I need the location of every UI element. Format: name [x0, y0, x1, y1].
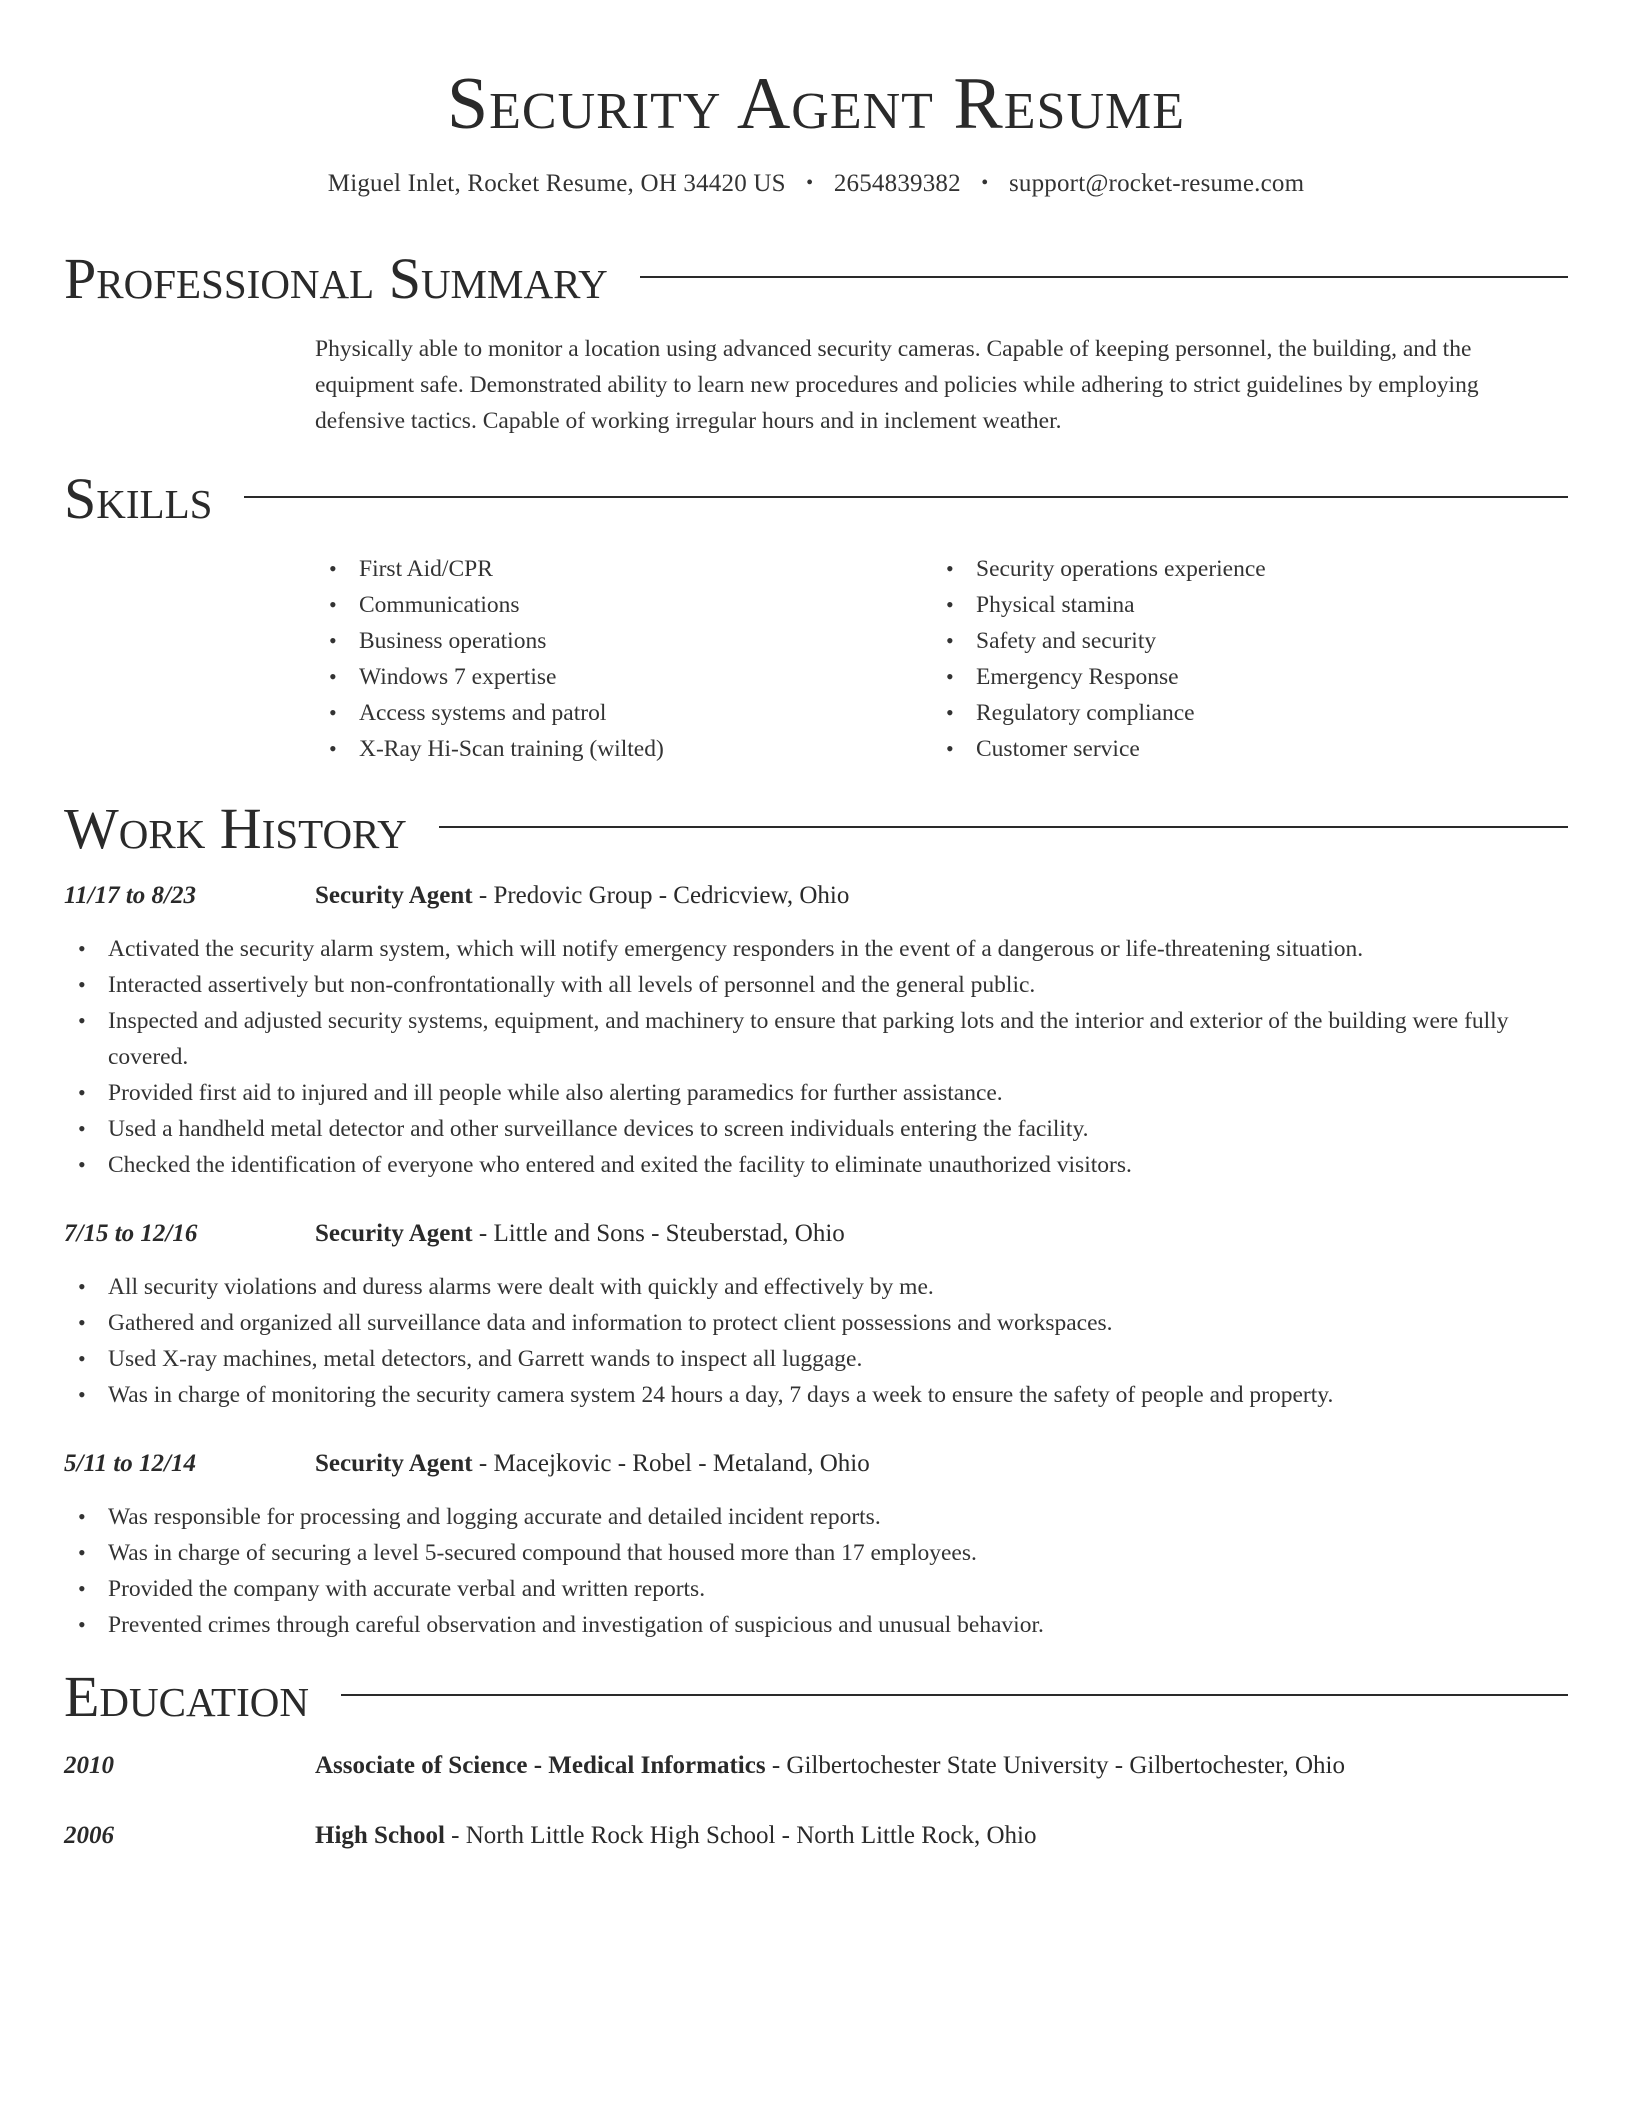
skill-item: • Communications	[315, 587, 932, 623]
job-header	[64, 1447, 1568, 1481]
education-info	[315, 1749, 1345, 1783]
education-entry	[64, 1819, 1568, 1853]
skills-column-right	[932, 551, 1549, 767]
duty-item: • All security violations and duress alarms were dealt with quickly and effectively by me.	[64, 1269, 1568, 1305]
job-duties	[64, 931, 1568, 1183]
skill-item: • Emergency Response	[932, 659, 1549, 695]
job-entry	[64, 1447, 1568, 1643]
address-text: Miguel Inlet, Rocket Resume, OH 34420 US	[327, 170, 786, 197]
job-entry	[64, 1217, 1568, 1413]
job-header	[64, 879, 1568, 913]
duty-item: • Was in charge of securing a level 5-secured compound that housed more than 17 employees.	[64, 1535, 1568, 1571]
work-heading: Work History	[64, 796, 407, 861]
job-dates: 7/15 to 12/16	[64, 1220, 198, 1247]
duty-item: • Was responsible for processing and logging accurate and detailed incident reports.	[64, 1499, 1568, 1535]
phone-text: 2654839382	[833, 170, 961, 197]
duty-item: • Activated the security alarm system, which will notify emergency responders in the event of a dangerous or life-threatening situation.	[64, 931, 1568, 967]
skills-heading: Skills	[64, 466, 213, 531]
education-degree: Associate of Science - Medical Informatics	[315, 1752, 766, 1779]
email-text: support@rocket-resume.com	[1008, 170, 1305, 197]
skill-item: • Windows 7 expertise	[315, 659, 932, 695]
skill-item: • Customer service	[932, 731, 1549, 767]
summary-section-header	[64, 247, 1568, 311]
section-divider	[640, 276, 1568, 278]
separator-dot: •	[806, 172, 814, 194]
job-entry	[64, 879, 1568, 1183]
skills-column-left	[315, 551, 932, 767]
job-duties	[64, 1499, 1568, 1643]
job-company: - Predovic Group - Cedricview, Ohio	[472, 882, 850, 909]
job-dates: 5/11 to 12/14	[64, 1450, 196, 1477]
skill-item: • Safety and security	[932, 623, 1549, 659]
job-duties	[64, 1269, 1568, 1413]
duty-item: • Inspected and adjusted security systems, equipment, and machinery to ensure that parking lots and the interior and exterior of the building were fully covered.	[64, 1003, 1568, 1075]
skill-item: • First Aid/CPR	[315, 551, 932, 587]
job-title	[315, 1217, 845, 1251]
skills-section-header	[64, 467, 1568, 531]
duty-item: • Provided the company with accurate verbal and written reports.	[64, 1571, 1568, 1607]
job-company: - Macejkovic - Robel - Metaland, Ohio	[472, 1450, 870, 1477]
job-title	[315, 879, 849, 913]
skill-item: • Security operations experience	[932, 551, 1549, 587]
job-dates: 11/17 to 8/23	[64, 882, 196, 909]
duty-item: • Provided first aid to injured and ill people while also alerting paramedics for further assistance.	[64, 1075, 1568, 1111]
job-title	[315, 1447, 870, 1481]
separator-dot: •	[981, 172, 989, 194]
section-divider	[439, 826, 1568, 828]
skill-item: • Regulatory compliance	[932, 695, 1549, 731]
job-position: Security Agent	[315, 1450, 473, 1477]
duty-item: • Interacted assertively but non-confrontationally with all levels of personnel and the general public.	[64, 967, 1568, 1003]
job-position: Security Agent	[315, 1220, 473, 1247]
duty-item: • Was in charge of monitoring the security camera system 24 hours a day, 7 days a week to ensure the safety of people and property.	[64, 1377, 1568, 1413]
job-header	[64, 1217, 1568, 1251]
summary-text: Physically able to monitor a location using advanced security cameras. Capable of keeping personnel, the building, and the equipment safe. Demonstrated ability to learn new procedures and policies while adhering to strict guidelines by employing defensive tactics. Capable of working irregular hours and in inclement weather.	[315, 336, 1479, 434]
education-entry	[64, 1749, 1568, 1783]
duty-item: • Prevented crimes through careful observation and investigation of suspicious and unusual behavior.	[64, 1607, 1568, 1643]
education-heading: Education	[64, 1664, 309, 1729]
education-info	[315, 1819, 1037, 1853]
education-year: 2010	[64, 1752, 114, 1779]
duty-item: • Used X-ray machines, metal detectors, and Garrett wands to inspect all luggage.	[64, 1341, 1568, 1377]
skill-item: • Business operations	[315, 623, 932, 659]
education-year: 2006	[64, 1822, 114, 1849]
summary-heading: Professional Summary	[64, 246, 608, 311]
contact-line	[64, 168, 1568, 201]
duty-item: • Gathered and organized all surveillance data and information to protect client possessions and workspaces.	[64, 1305, 1568, 1341]
job-position: Security Agent	[315, 882, 473, 909]
section-divider	[341, 1694, 1568, 1696]
skill-item: • Physical stamina	[932, 587, 1549, 623]
education-school: - Gilbertochester State University - Gilbertochester, Ohio	[765, 1752, 1345, 1779]
skill-item: • X-Ray Hi-Scan training (wilted)	[315, 731, 932, 767]
skills-list	[315, 551, 1568, 767]
education-school: - North Little Rock High School - North Little Rock, Ohio	[444, 1822, 1037, 1849]
section-divider	[244, 496, 1568, 498]
work-section-header	[64, 797, 1568, 861]
education-section-header	[64, 1665, 1568, 1729]
resume-page	[64, 0, 1568, 1853]
duty-item: • Used a handheld metal detector and other surveillance devices to screen individuals entering the facility.	[64, 1111, 1568, 1147]
skill-item: • Access systems and patrol	[315, 695, 932, 731]
job-company: - Little and Sons - Steuberstad, Ohio	[472, 1220, 845, 1247]
resume-title: Security Agent Resume	[446, 63, 1186, 145]
education-degree: High School	[315, 1822, 445, 1849]
duty-item: • Checked the identification of everyone who entered and exited the facility to eliminate unauthorized visitors.	[64, 1147, 1568, 1183]
